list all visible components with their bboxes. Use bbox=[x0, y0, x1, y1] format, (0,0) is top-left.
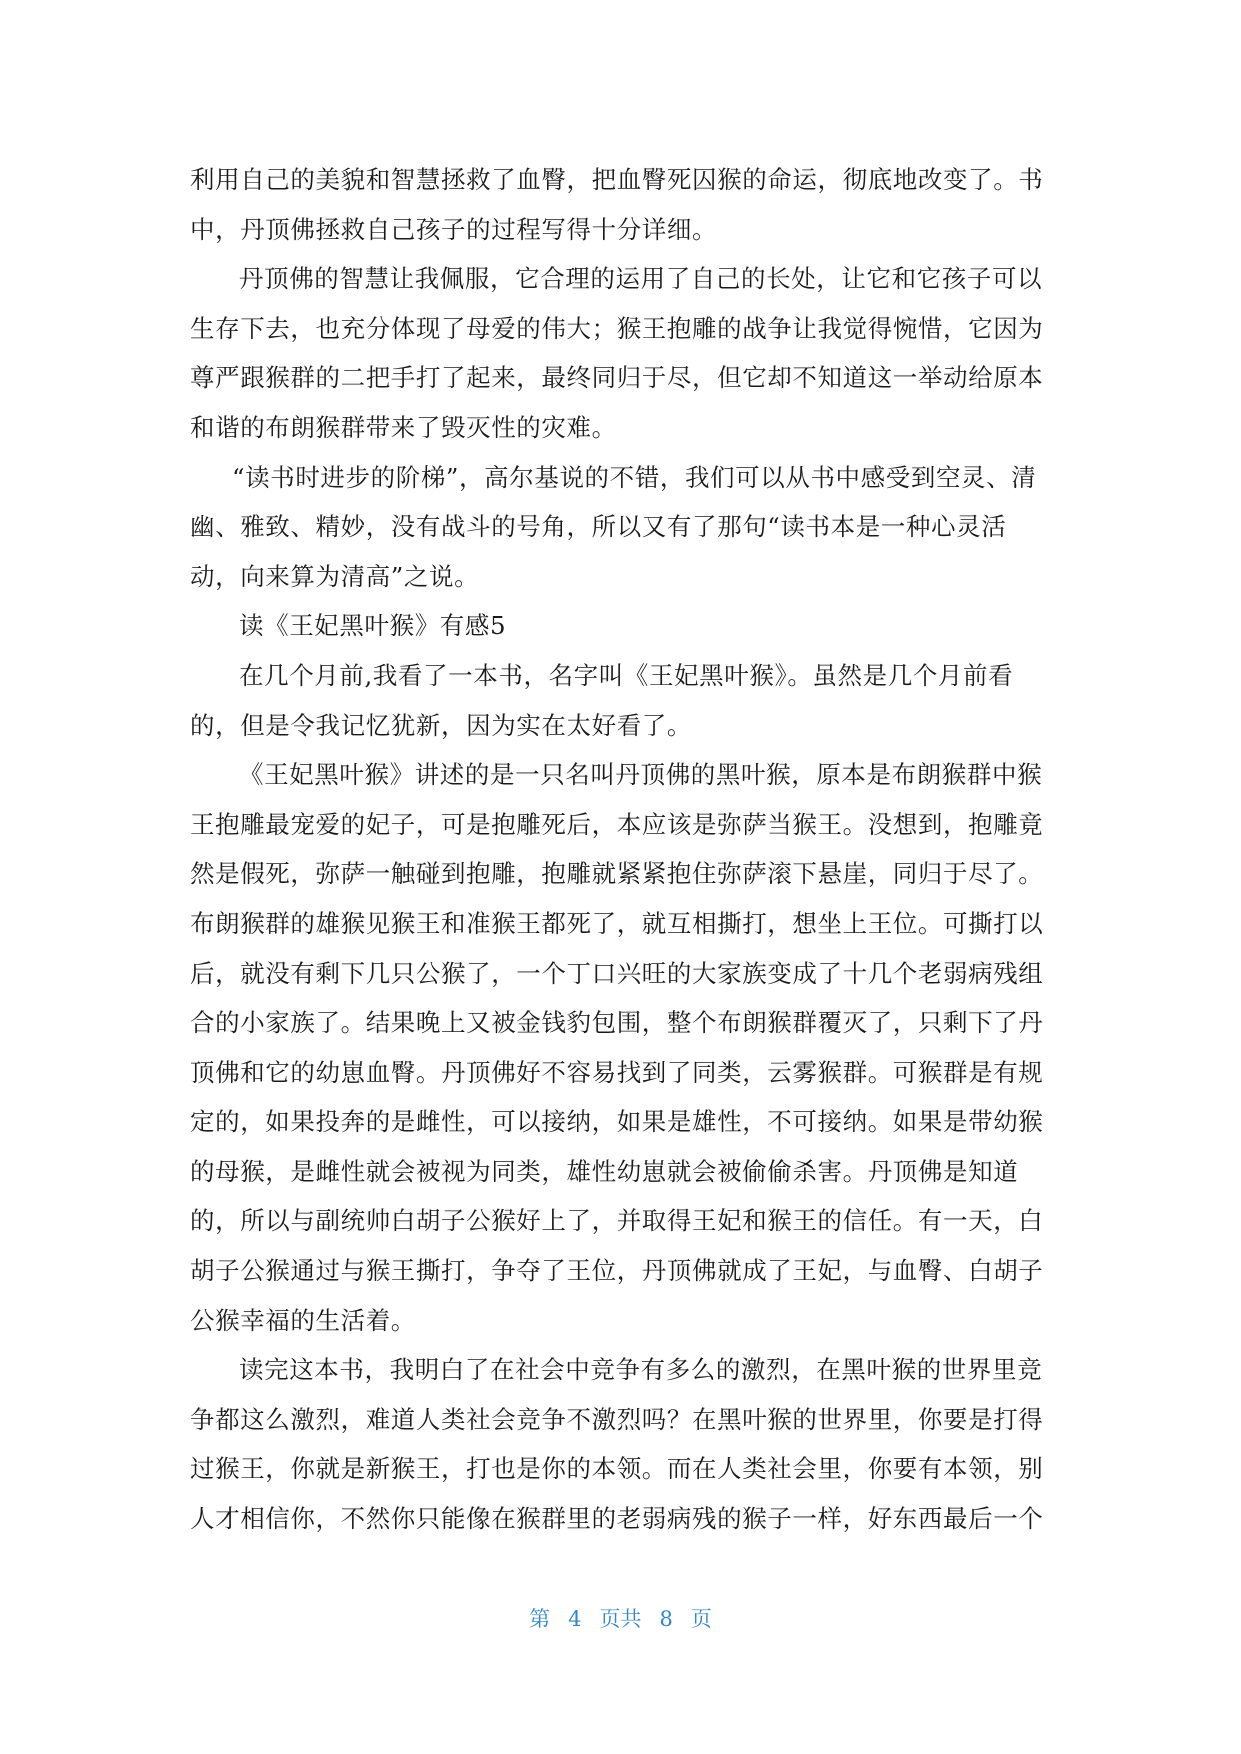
footer-label-page: 第 bbox=[529, 1607, 551, 1631]
footer-label-pages: 页 bbox=[690, 1607, 712, 1631]
document-body bbox=[190, 155, 1052, 1544]
paragraph-start: “读书时进步的阶梯”，高尔基说的不错，我们可以从书中感受到空灵、清 bbox=[232, 462, 1037, 492]
paragraph-start: 读完这本书，我明白了在社会中竞争有多么的激烈，在黑叶猴的世界里竞 bbox=[239, 1355, 1043, 1385]
text-line: 胡子公猴通过与猴王撕打，争夺了王位，丹顶佛就成了王妃，与血臀、白胡子 bbox=[190, 1256, 1044, 1286]
paragraph-start: 丹顶佛的智慧让我佩服，它合理的运用了自己的长处，让它和它孩子可以 bbox=[239, 264, 1043, 294]
text-line: 然是假死，弥萨一触碰到抱雕，抱雕就紧紧抱住弥萨滚下悬崖，同归于尽了。 bbox=[190, 859, 1044, 889]
text-line: 尊严跟猴群的二把手打了起来，最终同归于尽，但它却不知道这一举动给原本 bbox=[190, 363, 1044, 393]
text-line: 生存下去，也充分体现了母爱的伟大；猴王抱雕的战争让我觉得惋惜，它因为 bbox=[190, 313, 1044, 343]
text-line: 定的，如果投奔的是雌性，可以接纳，如果是雄性，不可接纳。如果是带幼猴 bbox=[190, 1107, 1044, 1137]
text-line: 幽、雅致、精妙，没有战斗的号角，所以又有了那句“读书本是一种心灵活 bbox=[190, 512, 1007, 542]
text-line: 中，丹顶佛拯救自己孩子的过程写得十分详细。 bbox=[190, 214, 718, 244]
text-line: 王抱雕最宠爱的妃子，可是抱雕死后，本应该是弥萨当猴王。没想到，抱雕竟 bbox=[190, 809, 1044, 839]
text-line: 争都这么激烈，难道人类社会竞争不激烈吗？在黑叶猴的世界里，你要是打得 bbox=[190, 1404, 1044, 1434]
text-line: 后，就没有剩下几只公猴了，一个丁口兴旺的大家族变成了十几个老弱病残组 bbox=[190, 958, 1044, 988]
text-line: 过猴王，你就是新猴王，打也是你的本领。而在人类社会里，你要有本领，别 bbox=[190, 1454, 1044, 1484]
footer-label-of: 页共 bbox=[599, 1607, 642, 1631]
text-line: 的母猴，是雌性就会被视为同类，雄性幼崽就会被偷偷杀害。丹顶佛是知道 bbox=[190, 1156, 1019, 1186]
total-pages-number: 8 bbox=[659, 1607, 673, 1631]
text-line: 合的小家族了。结果晚上又被金钱豹包围，整个布朗猴群覆灭了，只剩下了丹 bbox=[190, 1008, 1044, 1038]
text-line: 利用自己的美貌和智慧拯救了血臀，把血臀死囚猴的命运，彻底地改变了。书 bbox=[190, 165, 1044, 194]
text-line: 布朗猴群的雄猴见猴王和准猴王都死了，就互相撕打，想坐上王位。可撕打以 bbox=[190, 908, 1044, 938]
text-line: 顶佛和它的幼崽血臀。丹顶佛好不容易找到了同类，云雾猴群。可猴群是有规 bbox=[190, 1057, 1044, 1087]
text-line: 的，但是令我记忆犹新，因为实在太好看了。 bbox=[190, 710, 692, 740]
text-line: 动，向来算为清高”之说。 bbox=[190, 561, 480, 591]
paragraph-start: 《王妃黑叶猴》讲述的是一只名叫丹顶佛的黑叶猴，原本是布朗猴群中猴 bbox=[239, 760, 1043, 790]
page-footer bbox=[0, 1603, 1241, 1633]
paragraph-start: 在几个月前,我看了一本书，名字叫《王妃黑叶猴》。虽然是几个月前看 bbox=[239, 660, 1014, 690]
current-page-number: 4 bbox=[568, 1607, 582, 1631]
text-line: 和谐的布朗猴群带来了毁灭性的灾难。 bbox=[190, 412, 617, 442]
text-line: 人才相信你，不然你只能像在猴群里的老弱病残的猴子一样，好东西最后一个 bbox=[190, 1504, 1044, 1534]
text-line: 公猴幸福的生活着。 bbox=[190, 1305, 416, 1335]
text-line: 的，所以与副统帅白胡子公猴好上了，并取得王妃和猴王的信任。有一天，白 bbox=[190, 1206, 1044, 1236]
section-heading: 读《王妃黑叶猴》有感5 bbox=[239, 611, 507, 641]
